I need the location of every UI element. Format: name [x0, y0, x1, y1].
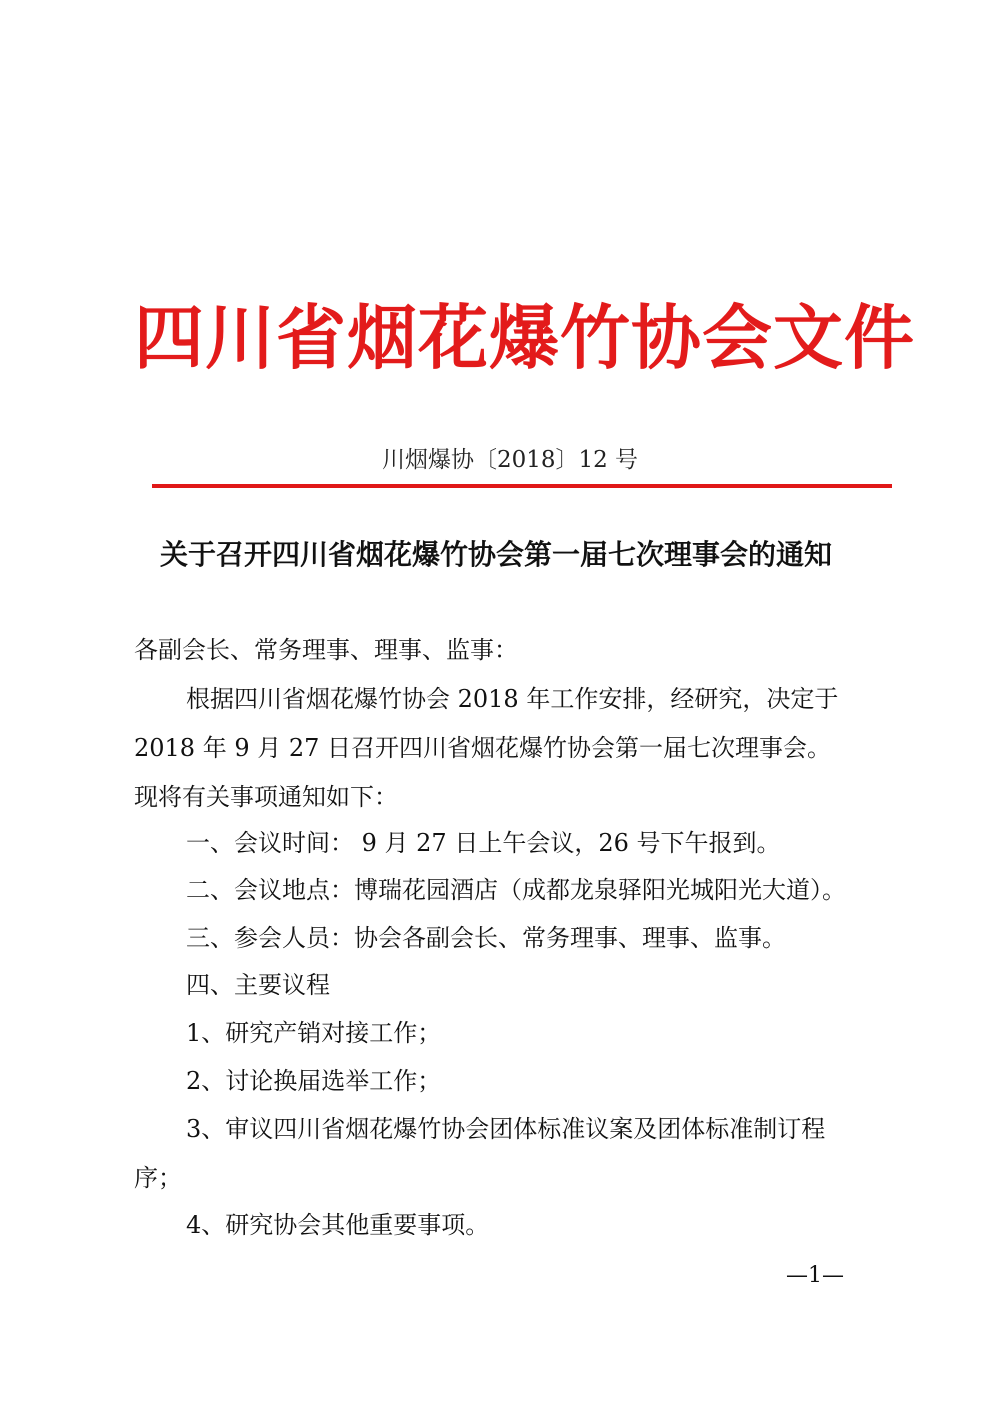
meeting-time-item: 一、会议时间： 9 月 27 日上午会议，26 号下午报到。: [186, 829, 781, 857]
agenda-item: 4、研究协会其他重要事项。: [186, 1211, 490, 1239]
agenda-item-continuation: 序；: [134, 1164, 182, 1192]
salutation: 各副会长、常务理事、理事、监事：: [134, 636, 518, 664]
agenda-item: 1、研究产销对接工作；: [186, 1019, 442, 1047]
intro-line: 2018 年 9 月 27 日召开四川省烟花爆竹协会第一届七次理事会。: [134, 734, 832, 762]
organization-title: 四川省烟花爆竹协会文件: [134, 297, 915, 379]
meeting-location-item: 二、会议地点：博瑞花园酒店（成都龙泉驿阳光城阳光大道）。: [186, 876, 846, 904]
agenda-item: 3、审议四川省烟花爆竹协会团体标准议案及团体标准制订程: [186, 1115, 826, 1143]
attendees-item: 三、参会人员：协会各副会长、常务理事、理事、监事。: [186, 924, 786, 952]
red-divider: [152, 484, 892, 488]
document-number: 川烟爆协〔2018〕12 号: [381, 447, 639, 473]
agenda-heading: 四、主要议程: [186, 971, 330, 999]
page-number: —1—: [786, 1263, 844, 1288]
agenda-item: 2、讨论换届选举工作；: [186, 1067, 442, 1095]
notice-title: 关于召开四川省烟花爆竹协会第一届七次理事会的通知: [159, 538, 832, 571]
intro-line: 现将有关事项通知如下：: [134, 783, 398, 811]
intro-line: 根据四川省烟花爆竹协会 2018 年工作安排，经研究，决定于: [186, 685, 839, 713]
